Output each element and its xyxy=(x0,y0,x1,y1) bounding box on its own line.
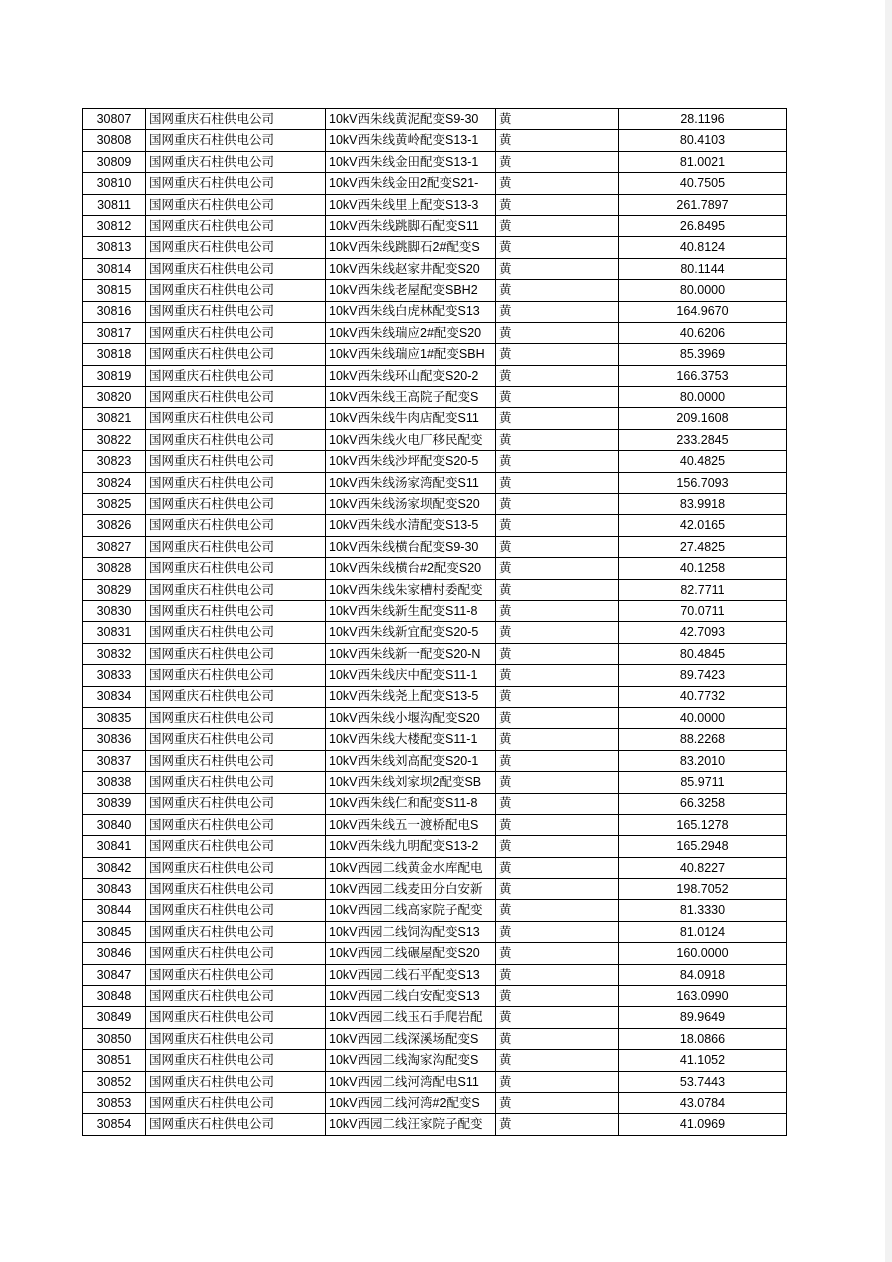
cell-flag: 黄 xyxy=(496,708,619,729)
cell-flag: 黄 xyxy=(496,1029,619,1050)
cell-company: 国网重庆石柱供电公司 xyxy=(146,173,326,194)
table-row xyxy=(83,558,787,579)
cell-value: 66.3258 xyxy=(619,794,787,815)
cell-id: 30843 xyxy=(83,879,146,900)
cell-company: 国网重庆石柱供电公司 xyxy=(146,109,326,130)
cell-flag: 黄 xyxy=(496,622,619,643)
cell-flag: 黄 xyxy=(496,537,619,558)
cell-id: 30816 xyxy=(83,302,146,323)
table-row xyxy=(83,1072,787,1093)
cell-flag: 黄 xyxy=(496,259,619,280)
table-row xyxy=(83,195,787,216)
cell-id: 30823 xyxy=(83,451,146,472)
cell-flag: 黄 xyxy=(496,302,619,323)
cell-flag: 黄 xyxy=(496,644,619,665)
cell-value: 89.7423 xyxy=(619,665,787,686)
cell-device: 10kV西朱线水清配变S13-5 xyxy=(326,515,496,536)
cell-value: 40.8227 xyxy=(619,858,787,879)
table-row xyxy=(83,473,787,494)
cell-company: 国网重庆石柱供电公司 xyxy=(146,237,326,258)
cell-id: 30851 xyxy=(83,1050,146,1071)
cell-value: 40.7732 xyxy=(619,687,787,708)
cell-flag: 黄 xyxy=(496,237,619,258)
cell-id: 30832 xyxy=(83,644,146,665)
table-row xyxy=(83,858,787,879)
cell-flag: 黄 xyxy=(496,687,619,708)
table-row xyxy=(83,879,787,900)
table-row xyxy=(83,387,787,408)
cell-flag: 黄 xyxy=(496,451,619,472)
cell-id: 30814 xyxy=(83,259,146,280)
cell-company: 国网重庆石柱供电公司 xyxy=(146,858,326,879)
table-row xyxy=(83,366,787,387)
cell-id: 30830 xyxy=(83,601,146,622)
cell-flag: 黄 xyxy=(496,751,619,772)
cell-device: 10kV西朱线火电厂移民配变 xyxy=(326,430,496,451)
cell-device: 10kV西朱线五一渡桥配电S xyxy=(326,815,496,836)
table-row xyxy=(83,580,787,601)
cell-device: 10kV西朱线王高院子配变S xyxy=(326,387,496,408)
cell-device: 10kV西朱线沙坪配变S20-5 xyxy=(326,451,496,472)
cell-id: 30812 xyxy=(83,216,146,237)
cell-company: 国网重庆石柱供电公司 xyxy=(146,794,326,815)
cell-device: 10kV西朱线刘家坝2配变SB xyxy=(326,772,496,793)
cell-flag: 黄 xyxy=(496,558,619,579)
cell-device: 10kV西朱线新宜配变S20-5 xyxy=(326,622,496,643)
cell-company: 国网重庆石柱供电公司 xyxy=(146,644,326,665)
cell-device: 10kV西园二线白安配变S13 xyxy=(326,986,496,1007)
table-row xyxy=(83,430,787,451)
cell-device: 10kV西园二线深溪场配变S xyxy=(326,1029,496,1050)
cell-company: 国网重庆石柱供电公司 xyxy=(146,900,326,921)
cell-company: 国网重庆石柱供电公司 xyxy=(146,965,326,986)
cell-flag: 黄 xyxy=(496,836,619,857)
cell-device: 10kV西朱线小堰沟配变S20 xyxy=(326,708,496,729)
cell-id: 30834 xyxy=(83,687,146,708)
table-row xyxy=(83,408,787,429)
cell-id: 30818 xyxy=(83,344,146,365)
cell-device: 10kV西朱线跳脚石2#配变S xyxy=(326,237,496,258)
cell-value: 209.1608 xyxy=(619,408,787,429)
cell-id: 30822 xyxy=(83,430,146,451)
cell-value: 80.1144 xyxy=(619,259,787,280)
cell-value: 85.9711 xyxy=(619,772,787,793)
cell-id: 30815 xyxy=(83,280,146,301)
cell-id: 30813 xyxy=(83,237,146,258)
cell-value: 40.7505 xyxy=(619,173,787,194)
cell-company: 国网重庆石柱供电公司 xyxy=(146,687,326,708)
cell-device: 10kV西朱线汤家湾配变S11 xyxy=(326,473,496,494)
cell-device: 10kV西朱线瑞应2#配变S20 xyxy=(326,323,496,344)
cell-id: 30809 xyxy=(83,152,146,173)
table-row xyxy=(83,237,787,258)
table-row xyxy=(83,216,787,237)
table-body xyxy=(83,109,787,1136)
cell-device: 10kV西园二线碾屋配变S20 xyxy=(326,943,496,964)
cell-flag: 黄 xyxy=(496,965,619,986)
table-row xyxy=(83,109,787,130)
cell-device: 10kV西朱线新生配变S11-8 xyxy=(326,601,496,622)
cell-company: 国网重庆石柱供电公司 xyxy=(146,216,326,237)
table-row xyxy=(83,515,787,536)
table-row xyxy=(83,280,787,301)
cell-value: 41.0969 xyxy=(619,1114,787,1135)
cell-company: 国网重庆石柱供电公司 xyxy=(146,1093,326,1114)
cell-device: 10kV西园二线黄金水库配电 xyxy=(326,858,496,879)
cell-flag: 黄 xyxy=(496,173,619,194)
cell-flag: 黄 xyxy=(496,729,619,750)
table-row xyxy=(83,259,787,280)
table-row xyxy=(83,537,787,558)
cell-company: 国网重庆石柱供电公司 xyxy=(146,408,326,429)
cell-flag: 黄 xyxy=(496,387,619,408)
cell-device: 10kV西园二线高家院子配变 xyxy=(326,900,496,921)
cell-flag: 黄 xyxy=(496,879,619,900)
cell-id: 30831 xyxy=(83,622,146,643)
cell-value: 83.2010 xyxy=(619,751,787,772)
cell-device: 10kV西朱线金田2配变S21- xyxy=(326,173,496,194)
table-row xyxy=(83,601,787,622)
cell-value: 40.4825 xyxy=(619,451,787,472)
cell-value: 160.0000 xyxy=(619,943,787,964)
cell-id: 30848 xyxy=(83,986,146,1007)
table-row xyxy=(83,687,787,708)
cell-id: 30839 xyxy=(83,794,146,815)
cell-flag: 黄 xyxy=(496,152,619,173)
cell-value: 40.8124 xyxy=(619,237,787,258)
cell-value: 85.3969 xyxy=(619,344,787,365)
cell-company: 国网重庆石柱供电公司 xyxy=(146,836,326,857)
cell-company: 国网重庆石柱供电公司 xyxy=(146,537,326,558)
cell-value: 40.6206 xyxy=(619,323,787,344)
cell-id: 30847 xyxy=(83,965,146,986)
cell-flag: 黄 xyxy=(496,601,619,622)
cell-id: 30850 xyxy=(83,1029,146,1050)
cell-id: 30810 xyxy=(83,173,146,194)
cell-value: 166.3753 xyxy=(619,366,787,387)
cell-device: 10kV西朱线仁和配变S11-8 xyxy=(326,794,496,815)
cell-flag: 黄 xyxy=(496,772,619,793)
table-row xyxy=(83,815,787,836)
cell-device: 10kV西朱线九明配变S13-2 xyxy=(326,836,496,857)
cell-flag: 黄 xyxy=(496,430,619,451)
cell-company: 国网重庆石柱供电公司 xyxy=(146,451,326,472)
table-row xyxy=(83,494,787,515)
cell-device: 10kV西朱线大楼配变S11-1 xyxy=(326,729,496,750)
cell-value: 198.7052 xyxy=(619,879,787,900)
cell-value: 28.1196 xyxy=(619,109,787,130)
cell-device: 10kV西朱线黄岭配变S13-1 xyxy=(326,130,496,151)
cell-company: 国网重庆石柱供电公司 xyxy=(146,473,326,494)
cell-company: 国网重庆石柱供电公司 xyxy=(146,515,326,536)
cell-value: 165.1278 xyxy=(619,815,787,836)
cell-device: 10kV西朱线跳脚石配变S11 xyxy=(326,216,496,237)
cell-id: 30807 xyxy=(83,109,146,130)
cell-value: 233.2845 xyxy=(619,430,787,451)
table-row xyxy=(83,836,787,857)
cell-device: 10kV西园二线淘家沟配变S xyxy=(326,1050,496,1071)
cell-device: 10kV西朱线里上配变S13-3 xyxy=(326,195,496,216)
cell-company: 国网重庆石柱供电公司 xyxy=(146,130,326,151)
cell-flag: 黄 xyxy=(496,986,619,1007)
cell-device: 10kV西朱线环山配变S20-2 xyxy=(326,366,496,387)
cell-device: 10kV西朱线黄泥配变S9-30 xyxy=(326,109,496,130)
cell-value: 156.7093 xyxy=(619,473,787,494)
table-row xyxy=(83,622,787,643)
cell-flag: 黄 xyxy=(496,216,619,237)
cell-value: 80.0000 xyxy=(619,387,787,408)
cell-id: 30833 xyxy=(83,665,146,686)
cell-flag: 黄 xyxy=(496,580,619,601)
cell-value: 84.0918 xyxy=(619,965,787,986)
cell-company: 国网重庆石柱供电公司 xyxy=(146,708,326,729)
table-row xyxy=(83,708,787,729)
cell-value: 40.0000 xyxy=(619,708,787,729)
table-row xyxy=(83,729,787,750)
table-row xyxy=(83,922,787,943)
cell-id: 30826 xyxy=(83,515,146,536)
cell-flag: 黄 xyxy=(496,1114,619,1135)
cell-id: 30845 xyxy=(83,922,146,943)
cell-value: 164.9670 xyxy=(619,302,787,323)
table-row xyxy=(83,152,787,173)
cell-flag: 黄 xyxy=(496,858,619,879)
table-row xyxy=(83,173,787,194)
cell-id: 30829 xyxy=(83,580,146,601)
table-row xyxy=(83,1093,787,1114)
cell-company: 国网重庆石柱供电公司 xyxy=(146,1007,326,1028)
cell-value: 82.7711 xyxy=(619,580,787,601)
cell-device: 10kV西朱线老屋配变SBH2 xyxy=(326,280,496,301)
cell-company: 国网重庆石柱供电公司 xyxy=(146,323,326,344)
cell-company: 国网重庆石柱供电公司 xyxy=(146,494,326,515)
cell-company: 国网重庆石柱供电公司 xyxy=(146,665,326,686)
table-row xyxy=(83,644,787,665)
cell-device: 10kV西园二线麦田分白安新 xyxy=(326,879,496,900)
cell-flag: 黄 xyxy=(496,1050,619,1071)
cell-device: 10kV西园二线河湾配电S11 xyxy=(326,1072,496,1093)
table-row xyxy=(83,1029,787,1050)
cell-id: 30824 xyxy=(83,473,146,494)
cell-company: 国网重庆石柱供电公司 xyxy=(146,943,326,964)
cell-flag: 黄 xyxy=(496,366,619,387)
cell-value: 165.2948 xyxy=(619,836,787,857)
cell-value: 80.4845 xyxy=(619,644,787,665)
cell-company: 国网重庆石柱供电公司 xyxy=(146,879,326,900)
cell-value: 40.1258 xyxy=(619,558,787,579)
cell-device: 10kV西园二线石平配变S13 xyxy=(326,965,496,986)
cell-value: 81.0124 xyxy=(619,922,787,943)
cell-id: 30817 xyxy=(83,323,146,344)
cell-id: 30840 xyxy=(83,815,146,836)
cell-flag: 黄 xyxy=(496,665,619,686)
cell-value: 42.7093 xyxy=(619,622,787,643)
cell-id: 30838 xyxy=(83,772,146,793)
cell-company: 国网重庆石柱供电公司 xyxy=(146,922,326,943)
table-row xyxy=(83,794,787,815)
cell-flag: 黄 xyxy=(496,1072,619,1093)
cell-value: 80.0000 xyxy=(619,280,787,301)
cell-device: 10kV西朱线横台配变S9-30 xyxy=(326,537,496,558)
cell-device: 10kV西朱线刘高配变S20-1 xyxy=(326,751,496,772)
cell-company: 国网重庆石柱供电公司 xyxy=(146,280,326,301)
table-row xyxy=(83,772,787,793)
cell-company: 国网重庆石柱供电公司 xyxy=(146,430,326,451)
cell-device: 10kV西朱线瑞应1#配变SBH xyxy=(326,344,496,365)
cell-company: 国网重庆石柱供电公司 xyxy=(146,601,326,622)
cell-flag: 黄 xyxy=(496,408,619,429)
cell-company: 国网重庆石柱供电公司 xyxy=(146,751,326,772)
cell-value: 81.3330 xyxy=(619,900,787,921)
cell-company: 国网重庆石柱供电公司 xyxy=(146,986,326,1007)
cell-id: 30841 xyxy=(83,836,146,857)
cell-flag: 黄 xyxy=(496,109,619,130)
cell-value: 80.4103 xyxy=(619,130,787,151)
cell-flag: 黄 xyxy=(496,1093,619,1114)
cell-company: 国网重庆石柱供电公司 xyxy=(146,580,326,601)
cell-company: 国网重庆石柱供电公司 xyxy=(146,344,326,365)
cell-company: 国网重庆石柱供电公司 xyxy=(146,195,326,216)
cell-value: 163.0990 xyxy=(619,986,787,1007)
cell-value: 43.0784 xyxy=(619,1093,787,1114)
cell-value: 70.0711 xyxy=(619,601,787,622)
table-row xyxy=(83,1007,787,1028)
cell-id: 30811 xyxy=(83,195,146,216)
power-supply-table xyxy=(82,108,787,1136)
table-row xyxy=(83,986,787,1007)
cell-device: 10kV西园二线饲沟配变S13 xyxy=(326,922,496,943)
cell-company: 国网重庆石柱供电公司 xyxy=(146,152,326,173)
cell-company: 国网重庆石柱供电公司 xyxy=(146,366,326,387)
cell-id: 30837 xyxy=(83,751,146,772)
table-row xyxy=(83,323,787,344)
cell-id: 30835 xyxy=(83,708,146,729)
cell-value: 41.1052 xyxy=(619,1050,787,1071)
table-row xyxy=(83,1050,787,1071)
cell-id: 30825 xyxy=(83,494,146,515)
cell-value: 27.4825 xyxy=(619,537,787,558)
cell-value: 42.0165 xyxy=(619,515,787,536)
cell-device: 10kV西朱线白虎林配变S13 xyxy=(326,302,496,323)
cell-id: 30853 xyxy=(83,1093,146,1114)
cell-flag: 黄 xyxy=(496,323,619,344)
table-row xyxy=(83,1114,787,1135)
cell-id: 30836 xyxy=(83,729,146,750)
table-row xyxy=(83,943,787,964)
cell-value: 83.9918 xyxy=(619,494,787,515)
cell-device: 10kV西朱线新一配变S20-N xyxy=(326,644,496,665)
cell-flag: 黄 xyxy=(496,1007,619,1028)
cell-company: 国网重庆石柱供电公司 xyxy=(146,302,326,323)
cell-value: 81.0021 xyxy=(619,152,787,173)
table-row xyxy=(83,900,787,921)
cell-device: 10kV西朱线牛肉店配变S11 xyxy=(326,408,496,429)
cell-flag: 黄 xyxy=(496,280,619,301)
cell-flag: 黄 xyxy=(496,195,619,216)
cell-device: 10kV西园二线玉石手爬岩配 xyxy=(326,1007,496,1028)
cell-company: 国网重庆石柱供电公司 xyxy=(146,622,326,643)
cell-id: 30842 xyxy=(83,858,146,879)
cell-flag: 黄 xyxy=(496,344,619,365)
cell-id: 30808 xyxy=(83,130,146,151)
table-row xyxy=(83,344,787,365)
cell-flag: 黄 xyxy=(496,515,619,536)
cell-device: 10kV西朱线尧上配变S13-5 xyxy=(326,687,496,708)
cell-device: 10kV西朱线横台#2配变S20 xyxy=(326,558,496,579)
cell-value: 88.2268 xyxy=(619,729,787,750)
cell-device: 10kV西园二线河湾#2配变S xyxy=(326,1093,496,1114)
cell-value: 53.7443 xyxy=(619,1072,787,1093)
cell-id: 30846 xyxy=(83,943,146,964)
cell-company: 国网重庆石柱供电公司 xyxy=(146,259,326,280)
cell-id: 30820 xyxy=(83,387,146,408)
cell-value: 89.9649 xyxy=(619,1007,787,1028)
cell-id: 30854 xyxy=(83,1114,146,1135)
table-row xyxy=(83,302,787,323)
cell-flag: 黄 xyxy=(496,922,619,943)
cell-device: 10kV西朱线庆中配变S11-1 xyxy=(326,665,496,686)
cell-id: 30821 xyxy=(83,408,146,429)
cell-company: 国网重庆石柱供电公司 xyxy=(146,815,326,836)
cell-device: 10kV西朱线朱家槽村委配变 xyxy=(326,580,496,601)
cell-id: 30852 xyxy=(83,1072,146,1093)
cell-device: 10kV西朱线金田配变S13-1 xyxy=(326,152,496,173)
cell-flag: 黄 xyxy=(496,130,619,151)
cell-device: 10kV西朱线汤家坝配变S20 xyxy=(326,494,496,515)
table-row xyxy=(83,665,787,686)
page-edge xyxy=(885,0,892,1262)
cell-company: 国网重庆石柱供电公司 xyxy=(146,558,326,579)
cell-company: 国网重庆石柱供电公司 xyxy=(146,1114,326,1135)
cell-device: 10kV西朱线赵家井配变S20 xyxy=(326,259,496,280)
cell-device: 10kV西园二线汪家院子配变 xyxy=(326,1114,496,1135)
cell-flag: 黄 xyxy=(496,815,619,836)
cell-value: 26.8495 xyxy=(619,216,787,237)
cell-value: 18.0866 xyxy=(619,1029,787,1050)
cell-id: 30819 xyxy=(83,366,146,387)
cell-company: 国网重庆石柱供电公司 xyxy=(146,729,326,750)
cell-flag: 黄 xyxy=(496,494,619,515)
cell-flag: 黄 xyxy=(496,943,619,964)
cell-flag: 黄 xyxy=(496,900,619,921)
cell-flag: 黄 xyxy=(496,473,619,494)
cell-company: 国网重庆石柱供电公司 xyxy=(146,387,326,408)
cell-flag: 黄 xyxy=(496,794,619,815)
cell-company: 国网重庆石柱供电公司 xyxy=(146,772,326,793)
cell-id: 30844 xyxy=(83,900,146,921)
cell-company: 国网重庆石柱供电公司 xyxy=(146,1050,326,1071)
cell-company: 国网重庆石柱供电公司 xyxy=(146,1029,326,1050)
table-row xyxy=(83,130,787,151)
cell-id: 30849 xyxy=(83,1007,146,1028)
cell-company: 国网重庆石柱供电公司 xyxy=(146,1072,326,1093)
table-row xyxy=(83,751,787,772)
table-row xyxy=(83,965,787,986)
cell-id: 30827 xyxy=(83,537,146,558)
cell-value: 261.7897 xyxy=(619,195,787,216)
cell-id: 30828 xyxy=(83,558,146,579)
table-row xyxy=(83,451,787,472)
